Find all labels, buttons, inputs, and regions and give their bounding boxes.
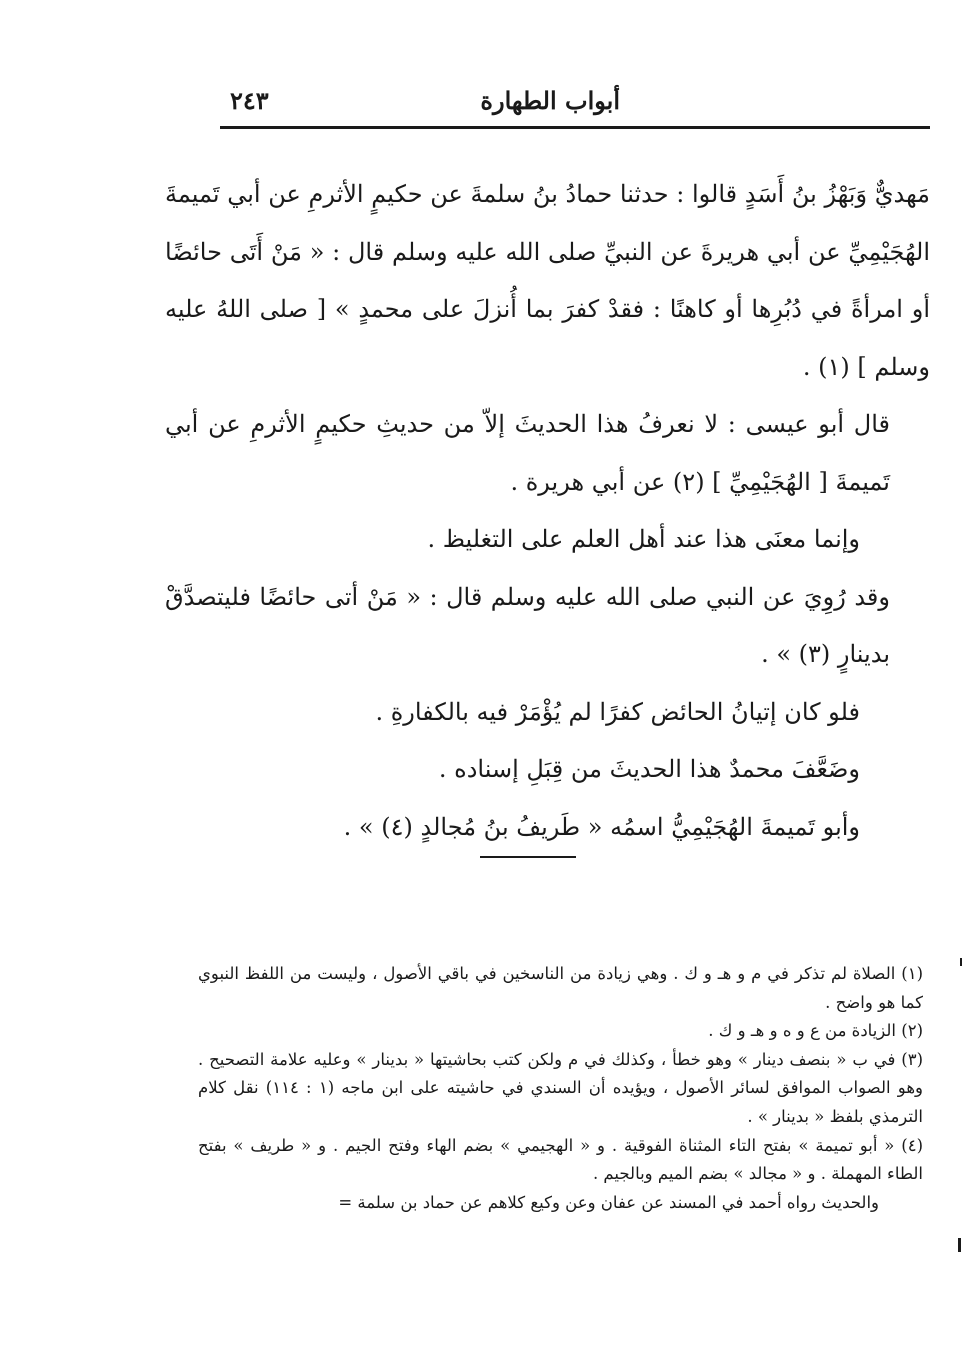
section-divider bbox=[480, 856, 576, 858]
body-paragraph: مَهديٌّ وَبَهْزُ بنُ أَسَدٍ قالوا : حدثنا حمادُ بنُ سلمةَ عن حكيمٍ الأثرمِ عن أبي تَميمةَ الهُجَيْمِيِّ عن أبي هريرةَ عن النبيِّ صلى الله عليه وسلم قال : « مَنْ أَتَى حائضًا أو امرأةً في دُبُرِها أو كاهنًا : فقدْ كفرَ بما أُنزلَ على محمدٍ » [ صلى اللهُ عليه وسلم ] (١) . bbox=[165, 180, 930, 381]
body-paragraph: وأبو تَميمةَ الهُجَيْمِيُّ اسمُه « طَريفُ بنُ مُجالدٍ (٤) » . bbox=[343, 812, 860, 841]
footnote: والحديث رواه أحمد في المسند عن عفان وعن وكيع كلاهم عن حماد بن سلمة = bbox=[338, 1192, 879, 1212]
footnote: (٤) « أبو تميمة » بفتح التاء المثناة الفوقية . و « الهجيمي » بضم الهاء وفتح الجيم . و « طريف » بفتح الطاء المهملة . و « مجالد » بضم الميم وبالجيم . bbox=[198, 1135, 923, 1184]
footnotes bbox=[198, 960, 923, 1217]
header-rule bbox=[220, 126, 930, 129]
body-paragraph: وإنما معنَى هذا عند أهل العلم على التغليظ . bbox=[427, 525, 860, 553]
body-paragraph: وقد رُوِيَ عن النبي صلى الله عليه وسلم قال : « مَنْ أتى حائضًا فليتصدَّقْ بدينارٍ (٣) » . bbox=[165, 582, 890, 668]
footnote: (٢) الزيادة من ع و ه و هـ و ك . bbox=[708, 1021, 923, 1041]
scan-edge-mark bbox=[958, 1238, 961, 1252]
main-text bbox=[165, 166, 930, 856]
body-paragraph: فلو كان إتيانُ الحائض كفرًا لم يُؤْمَرْ فيه بالكفارةِ . bbox=[375, 697, 860, 726]
page-number: ٢٤٣ bbox=[230, 86, 269, 115]
scan-edge-mark bbox=[960, 958, 962, 966]
body-paragraph: قال أبو عيسى : لا نعرفُ هذا الحديثَ إلاّ من حديثِ حكيمٍ الأثرمِ عن أبي تَميمةَ [ الهُجَيْمِيِّ ] (٢) عن أبي هريرة . bbox=[165, 410, 890, 496]
running-title: أبواب الطهارة bbox=[480, 86, 620, 115]
body-paragraph: وضَعَّفَ محمدٌ هذا الحديثَ من قِبَلِ إسناده . bbox=[438, 755, 860, 783]
page-header bbox=[220, 82, 925, 126]
footnote: (١) الصلاة لم تذكر في م و هـ و ك . وهي زيادة من الناسخين في باقي الأصول ، وليست من اللفظ النبوي كما هو واضح . bbox=[198, 964, 923, 1012]
footnote: (٣) في ب « بنصف دينار » وهو خطأ ، وكذلك في م ولكن كتب بحاشيتها « بدينار » وعليه علامة التصحيح . وهو الصواب الموافق لسائر الأصول ، ويؤيده أن السندي في حاشيته على ابن ماجه (١ : ١١٤) نقل كلام الترمذي بلفظ « بدينار » . bbox=[198, 1049, 923, 1126]
